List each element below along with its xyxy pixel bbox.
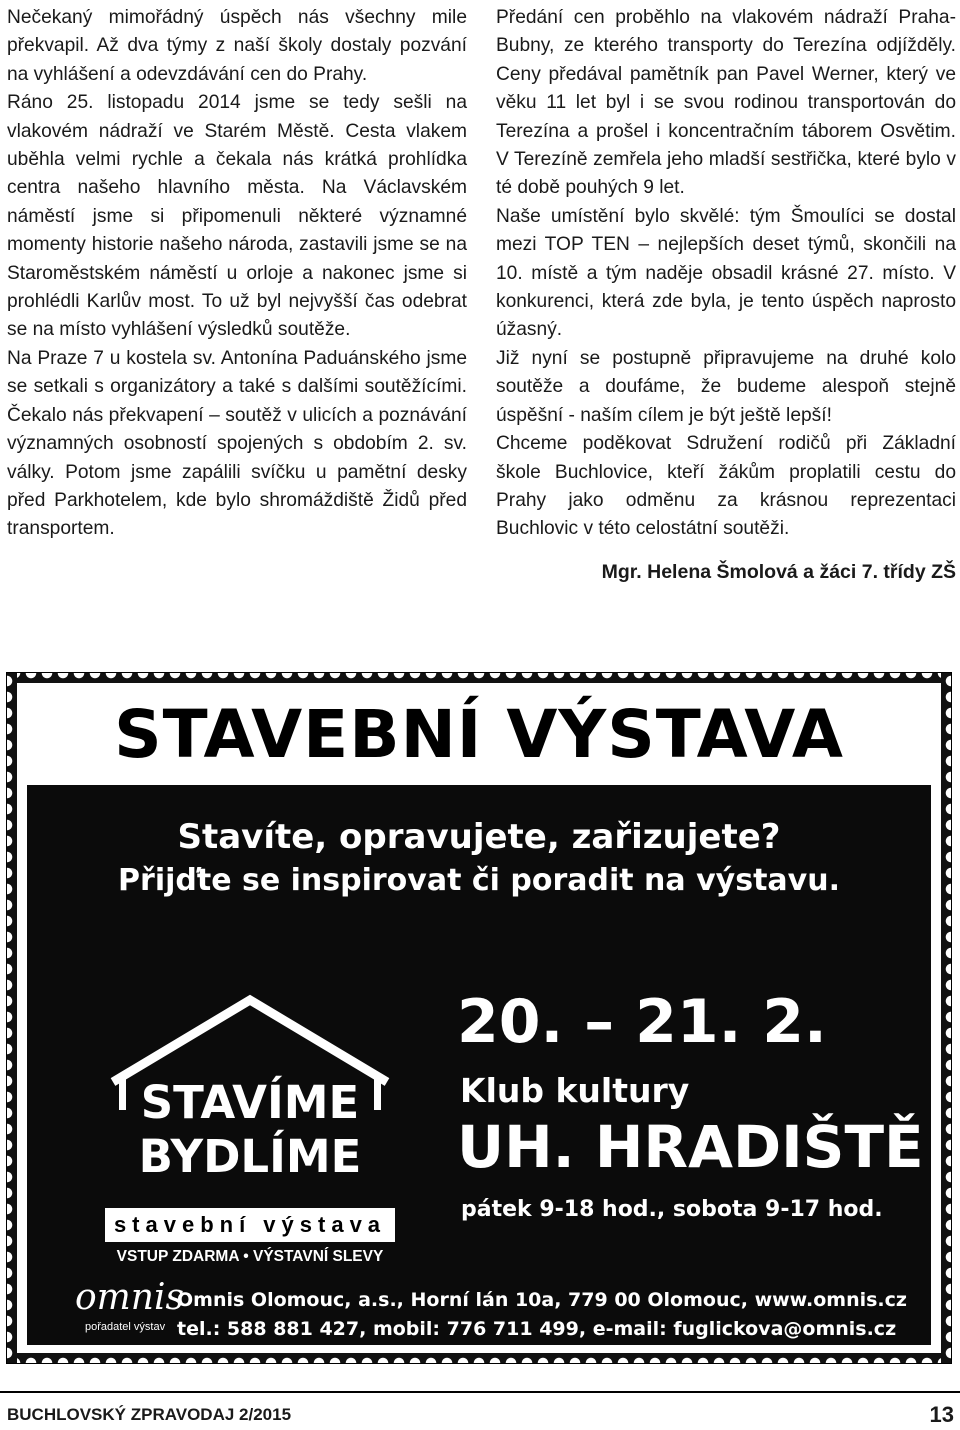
article-paragraph: Na Praze 7 u kostela sv. Antonína Paduánského jsme se setkali s organizátory a také s dalšími soutěžícími. Čekalo nás překvapení – soutěž v ulicích a poznávání významných osobností spojených s obdobím 2. sv. války. Potom jsme zapálili svíčku u pamětní desky před Parkhotelem, kde bylo shromáždiště Židů před transportem. bbox=[7, 347, 467, 540]
article-paragraph: Naše umístění bylo skvělé: tým Šmoulíci se dostal mezi TOP TEN – nejlepších deset týmů, skončili na 10. místě a tým naděje obsadil krásné 27. místo. V konkurenci, která zde byla, je tento úspěch naprosto úžasný. bbox=[496, 205, 956, 341]
omnis-logo-subtitle: pořadatel výstav bbox=[85, 1321, 166, 1333]
event-date: 20. – 21. 2. bbox=[457, 987, 827, 1057]
logo-line-2: BYDLÍME bbox=[138, 1130, 362, 1183]
event-venue: Klub kultury bbox=[460, 1071, 690, 1110]
publication-title: BUCHLOVSKÝ ZPRAVODAJ 2/2015 bbox=[7, 1405, 292, 1424]
footer-divider bbox=[0, 1391, 960, 1393]
exhibition-logo bbox=[105, 990, 395, 1265]
article-paragraph: Ráno 25. listopadu 2014 jsme se tedy sešli na vlakovém nádraží ve Starém Městě. Cesta vlakem uběhla velmi rychle a čekala nás krátká prohlídka centra našeho hlavního města. Na Václavském náměstí jsme si připomenuli některé významné momenty historie našeho národa, zastavili jsme se na Staroměstském náměstí u orloje a nakonec jsme si prohlédli Karlův most. To už byl nejvyšší čas odebrat se na místo vyhlášení výsledků soutěže. bbox=[7, 92, 467, 341]
article-right-column bbox=[496, 4, 956, 586]
article-paragraph: Předání cen proběhlo na vlakovém nádraží Praha-Bubny, ze kterého transporty do Terezína odjížděly. Ceny předával pamětník pan Pavel Werner, který ve věku 11 let byl i se svou rodinou transportován do Terezína a prošel i koncentračním táborem Osvětim. V Terezíně zemřela jeho mladší sestřička, které bylo v té době pouhých 9 let. bbox=[496, 7, 956, 199]
article-paragraph: Nečekaný mimořádný úspěch nás všechny mile překvapil. Až dva týmy z naší školy dostaly pozvání na vyhlášení a odevzdávání cen do Prahy. bbox=[7, 7, 467, 85]
ad-question: Stavíte, opravujete, zařizujete? bbox=[177, 817, 781, 857]
omnis-logo: omnis bbox=[75, 1277, 184, 1318]
perforated-edge bbox=[7, 673, 17, 1363]
organizer-address: Omnis Olomouc, a.s., Horní lán 10a, 779 00 Olomouc, www.omnis.cz bbox=[177, 1289, 907, 1311]
perforated-edge bbox=[7, 1353, 951, 1363]
perforated-edge bbox=[941, 673, 951, 1363]
ad-invite: Přijďte se inspirovat či poradit na výstavu. bbox=[118, 863, 840, 898]
exhibition-advertisement bbox=[6, 672, 952, 1364]
perforated-edge bbox=[7, 673, 951, 683]
event-hours: pátek 9-18 hod., sobota 9-17 hod. bbox=[461, 1197, 883, 1222]
logo-line-1: STAVÍME bbox=[140, 1076, 360, 1129]
article-left-column bbox=[7, 4, 467, 544]
ad-title: STAVEBNÍ VÝSTAVA bbox=[114, 696, 844, 773]
page-number: 13 bbox=[929, 1402, 954, 1427]
logo-footer: VSTUP ZDARMA • VÝSTAVNÍ SLEVY bbox=[116, 1248, 384, 1265]
article-signature: Mgr. Helena Šmolová a žáci 7. třídy ZŠ bbox=[601, 560, 956, 583]
article-paragraph: Chceme poděkovat Sdružení rodičů při Základní škole Buchlovice, kteří žákům proplatili cestu do Prahy jako odměnu za krásnou reprezentaci Buchlovic v této celostátní soutěži. bbox=[496, 433, 956, 540]
organizer-contact: tel.: 588 881 427, mobil: 776 711 499, e-mail: fuglickova@omnis.cz bbox=[177, 1318, 897, 1340]
event-city: UH. HRADIŠTĚ bbox=[457, 1113, 924, 1181]
article-paragraph: Již nyní se postupně připravujeme na druhé kolo soutěže a doufáme, že budeme alespoň stejně úspěšní - naším cílem je být ještě lepší! bbox=[496, 347, 956, 426]
ad-panel bbox=[27, 785, 931, 1345]
logo-band: stavební výstava bbox=[105, 1208, 395, 1242]
